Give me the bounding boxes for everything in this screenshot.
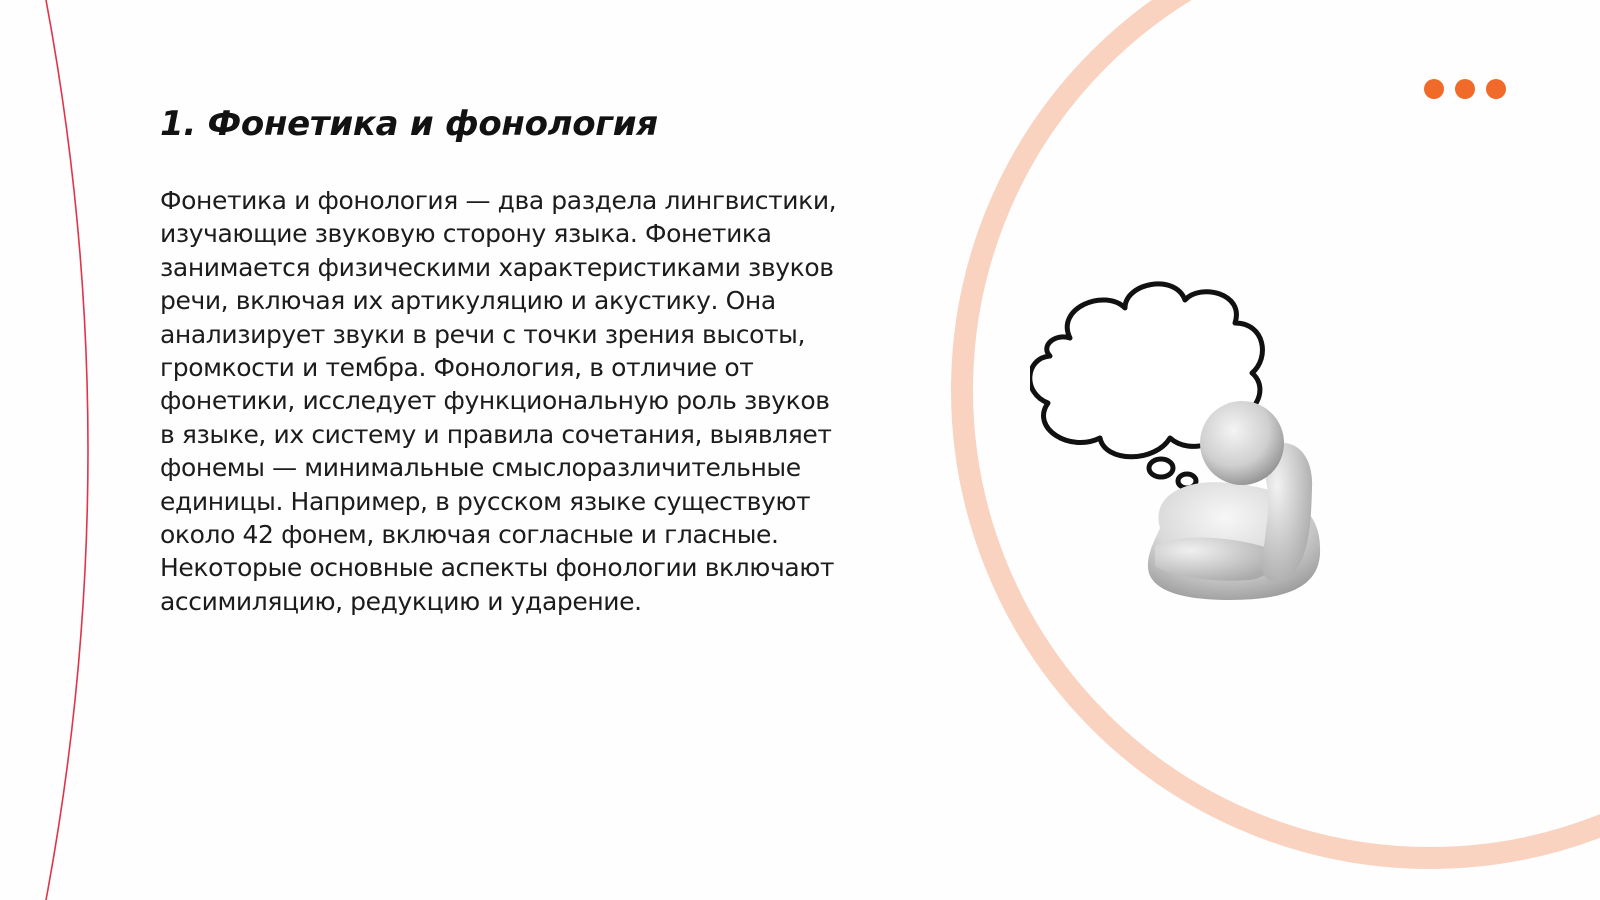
dots-ellipsis-icon	[1424, 79, 1506, 99]
dot	[1455, 79, 1475, 99]
thinking-person-with-thought-bubble-icon	[1030, 278, 1350, 618]
slide-body-text: Фонетика и фонология — два раздела лингвистики, изучающие звуковую сторону языка. Фонетика занимается физическими характеристиками звуков речи, включая их артикуляцию и акустику. Она анализирует звуки в речи с точки зрения высоты, громкости и тембра. Фонология, в отличие от фонетики, исследует функциональную роль звуков в языке, их систему и правила сочетания, выявляет фонемы — минимальные смыслоразличительные единицы. Например, в русском языке существуют около 42 фонем, включая согласные и гласные. Некоторые основные аспекты фонологии включают ассимиляцию, редукцию и ударение.	[160, 186, 837, 616]
dot	[1486, 79, 1506, 99]
left-red-curve	[46, 0, 88, 900]
slide-title: 1. Фонетика и фонология	[160, 104, 658, 144]
dot	[1424, 79, 1444, 99]
